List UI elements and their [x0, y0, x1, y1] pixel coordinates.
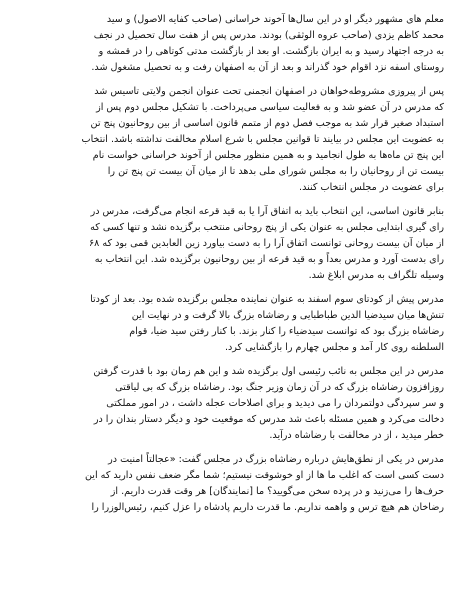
text-line: روزافزون رضاشاه بزرگ که در آن زمان وزیر جنگ بود. رضاشاه بزرگ که بی لیاقتی [115, 382, 444, 393]
text-line: تنش‌ها میان سیدضیا الدین طباطبایی و رضاشاه بزرگ بالا گرفت و در نهایت این [131, 310, 444, 321]
paragraph-4 [22, 292, 444, 356]
text-line: حرف‌ها را می‌زنید و در پرده سخن می‌گویید؟ ما [نمایندگان] هر وقت قدرت داریم. از [110, 486, 444, 497]
text-line: رضاخان هم هیچ ترس و واهمه نداریم. ما قدرت داریم پادشاه را عزل کنیم، رئیس‌الوزرا را [91, 502, 444, 513]
document-page [22, 12, 444, 524]
text-line: روستای اسفه نزد اقوام خود گذراند و بعد از آن به اصفهان رفت و به تحصیل مشغول شد. [91, 62, 444, 73]
text-line: دست کسی است که اغلب ما ها از او خوشوقت نیستیم؛ شما مگر ضعف نفس دارید که این [84, 470, 444, 481]
text-line: که مدرس در آن عضو شد و به فعالیت سیاسی می‌پرداخت. با تشکیل مجلس دوم پس از [96, 102, 444, 113]
paragraph-3 [22, 204, 444, 284]
text-line: معلم های مشهور دیگر او در این سال‌ها آخوند خراسانی (صاحب کفایه الاصول) و سید [106, 14, 444, 25]
text-line: این پنج تن ماه‌ها به طول انجامید و به همین منظور مجلس از آخوند خراسانی خواست نام [92, 150, 444, 161]
text-line: رای گیری ابتدایی مجلس به عنوان یکی از پنج روحانی منتخب برگزیده نشد و تنها کسی که [90, 222, 444, 233]
paragraph-5 [22, 364, 444, 444]
text-line: خطر میدید ، از در مخالفت با رضاشاه درآید. [269, 430, 444, 441]
text-line: برای عضویت در مجلس انتخاب کنند. [299, 182, 444, 193]
text-line: محمد کاظم یزدی (صاحب عروه الوثقی) بودند. مدرس پس از هفت سال تحصیل در نجف [93, 30, 444, 41]
text-line: مدرس در این مجلس به نائب رئیسی اول برگزیده شد و این هم زمان بود با قدرت گرفتن [93, 366, 444, 377]
paragraph-6 [22, 452, 444, 516]
text-line: وسیله تلگراف به مدرس ابلاغ شد. [308, 270, 444, 281]
text-line: بنابر قانون اساسی، این انتخاب باید به اتفاق آرا یا به قید قرعه انجام می‌گرفت، مدرس در [90, 206, 444, 217]
text-line: از میان آن بیست روحانی توانست اتفاق آرا را به دست بیاورد زین العابدین قمی بود که ۶۸ [89, 238, 444, 249]
paragraph-1 [22, 12, 444, 76]
paragraph-2 [22, 84, 444, 196]
text-line: و سر سپردگی دولتمردان را می دیدید و برای اصلاحات عجله داشت ، در امور مملکتی [106, 398, 444, 409]
text-line: به درجه اجتهاد رسید و به ایران بازگشت. او بعد از بازگشت مدتی کوتاهی را در قمشه و [98, 46, 444, 57]
text-line: دخالت می‌کرد و همین مسئله باعث شد مدرس که موقعیت خود و دیگر دستار بندان را در [93, 414, 444, 425]
text-line: به عضویت این مجلس در بیایند تا قوانین مجلس با شرع اسلام مخالفت نداشته باشد. انتخاب [81, 134, 444, 145]
text-line: استبداد صغیر قرار شد به موجب فصل دوم از متمم قانون اساسی از بین روحانیون پنج تن [90, 118, 444, 129]
text-line: پس از پیروزی مشروطه‌خواهان در اصفهان انجمنی تحت عنوان انجمن ولایتی تاسیس شد [94, 86, 444, 97]
text-line: رضاشاه بزرگ بود که توانست سیدضیاء را کنار بزند. با کنار رفتن سید ضیا، قوام [129, 326, 444, 337]
text-line: بیست تن از روحانیان را به مجلس شورای ملی بدهد تا از میان آن بیست تن پنج تن را [107, 166, 444, 177]
text-line: رای بدست آورد و مدرس بعداً و به قید قرعه از بین روحانیون برگزیده شد. این انتخاب به [94, 254, 444, 265]
text-line: السلطنه روی کار آمد و مجلس چهارم را بازگشایی کرد. [224, 342, 444, 353]
text-line: مدرس پیش از کودتای سوم اسفند به عنوان نماینده مجلس برگزیده شده بود. بعد از کودتا [90, 294, 444, 305]
text-line: مدرس در یکی از نطق‌هایش درباره رضاشاه بزرگ در مجلس گفت: «عجالتاً امنیت در [108, 454, 444, 465]
